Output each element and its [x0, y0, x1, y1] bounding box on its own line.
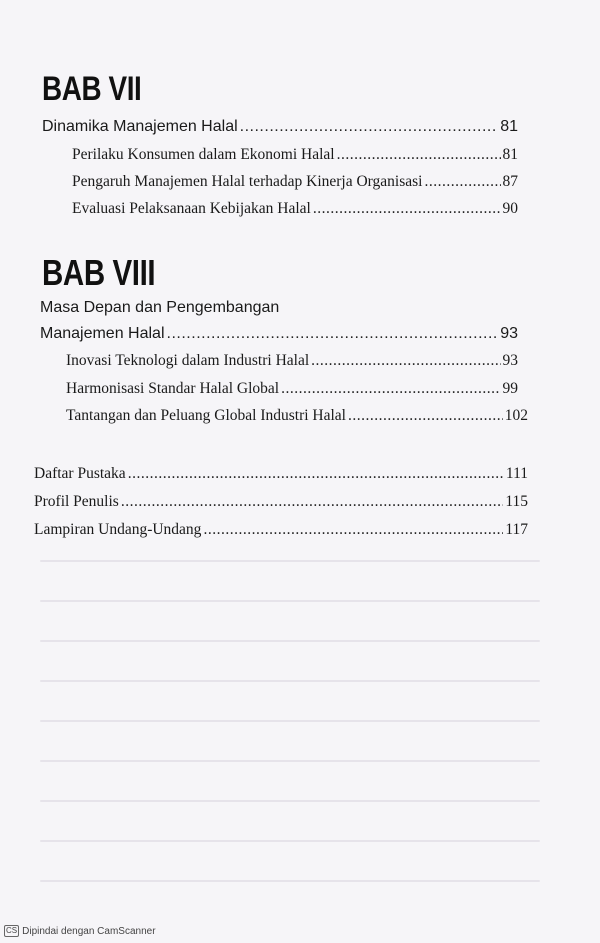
- toc-entry[interactable]: [66, 407, 528, 425]
- bleed-through: [40, 720, 540, 722]
- toc-entry[interactable]: [72, 200, 518, 218]
- bleed-through: [40, 560, 540, 562]
- toc-entry[interactable]: [72, 173, 518, 191]
- toc-entry-label: Manajemen Halal: [40, 325, 165, 342]
- page-number: 102: [504, 407, 528, 424]
- leader-dots: [128, 465, 504, 483]
- toc-entry[interactable]: [66, 352, 518, 370]
- toc-entry-label: Daftar Pustaka: [34, 465, 126, 482]
- toc-entry-label: Profil Penulis: [34, 493, 119, 510]
- leader-dots: [167, 325, 499, 343]
- leader-dots: [121, 493, 503, 511]
- bleed-through: [40, 800, 540, 802]
- bleed-through: [40, 600, 540, 602]
- toc-entry-back-matter[interactable]: [34, 493, 528, 511]
- toc-entry-label: Perilaku Konsumen dalam Ekonomi Halal: [72, 146, 335, 163]
- chapter-heading: BAB VII: [42, 70, 142, 108]
- leader-dots: [240, 118, 499, 136]
- bleed-through: [40, 640, 540, 642]
- leader-dots: [425, 173, 501, 191]
- toc-entry-label: Pengaruh Manajemen Halal terhadap Kinerja Organisasi: [72, 173, 423, 190]
- chapter-heading: BAB VIII: [42, 252, 156, 293]
- toc-entry-label: Dinamika Manajemen Halal: [42, 118, 238, 135]
- leader-dots: [348, 407, 503, 425]
- toc-entry-label: Tantangan dan Peluang Global Industri Halal: [66, 407, 346, 424]
- toc-entry-chapter[interactable]: [42, 118, 518, 136]
- chapter-title: Masa Depan dan Pengembangan: [40, 299, 280, 316]
- leader-dots: [313, 200, 501, 218]
- page-number: 93: [502, 352, 518, 369]
- page-number: 99: [502, 380, 518, 397]
- toc-entry-back-matter[interactable]: [34, 521, 528, 539]
- page-number: 117: [505, 521, 528, 538]
- toc-entry-label: Evaluasi Pelaksanaan Kebijakan Halal: [72, 200, 311, 217]
- page-number: 90: [502, 200, 518, 217]
- bleed-through: [40, 880, 540, 882]
- toc-entry-chapter[interactable]: [40, 325, 518, 343]
- toc-entry-label: Inovasi Teknologi dalam Industri Halal: [66, 352, 310, 369]
- page-number: 81: [502, 146, 518, 163]
- page-number: 115: [505, 493, 528, 510]
- camscanner-icon: CS: [6, 926, 18, 935]
- leader-dots: [203, 521, 503, 539]
- bleed-through: [40, 680, 540, 682]
- watermark-text: Dipindai dengan CamScanner: [22, 925, 156, 937]
- page-number: 81: [500, 118, 518, 135]
- leader-dots: [337, 146, 501, 164]
- leader-dots: [281, 380, 500, 398]
- leader-dots: [311, 352, 500, 370]
- page-number: 87: [502, 173, 518, 190]
- toc-entry-label: Lampiran Undang-Undang: [34, 521, 202, 538]
- toc-entry[interactable]: [66, 380, 518, 398]
- bleed-through: [40, 760, 540, 762]
- toc-entry-back-matter[interactable]: [34, 465, 528, 483]
- scanner-watermark: [4, 925, 156, 937]
- toc-entry[interactable]: [72, 146, 518, 164]
- bleed-through: [40, 840, 540, 842]
- page-number: 111: [505, 465, 528, 482]
- toc-entry-label: Harmonisasi Standar Halal Global: [66, 380, 280, 397]
- page-number: 93: [500, 325, 518, 342]
